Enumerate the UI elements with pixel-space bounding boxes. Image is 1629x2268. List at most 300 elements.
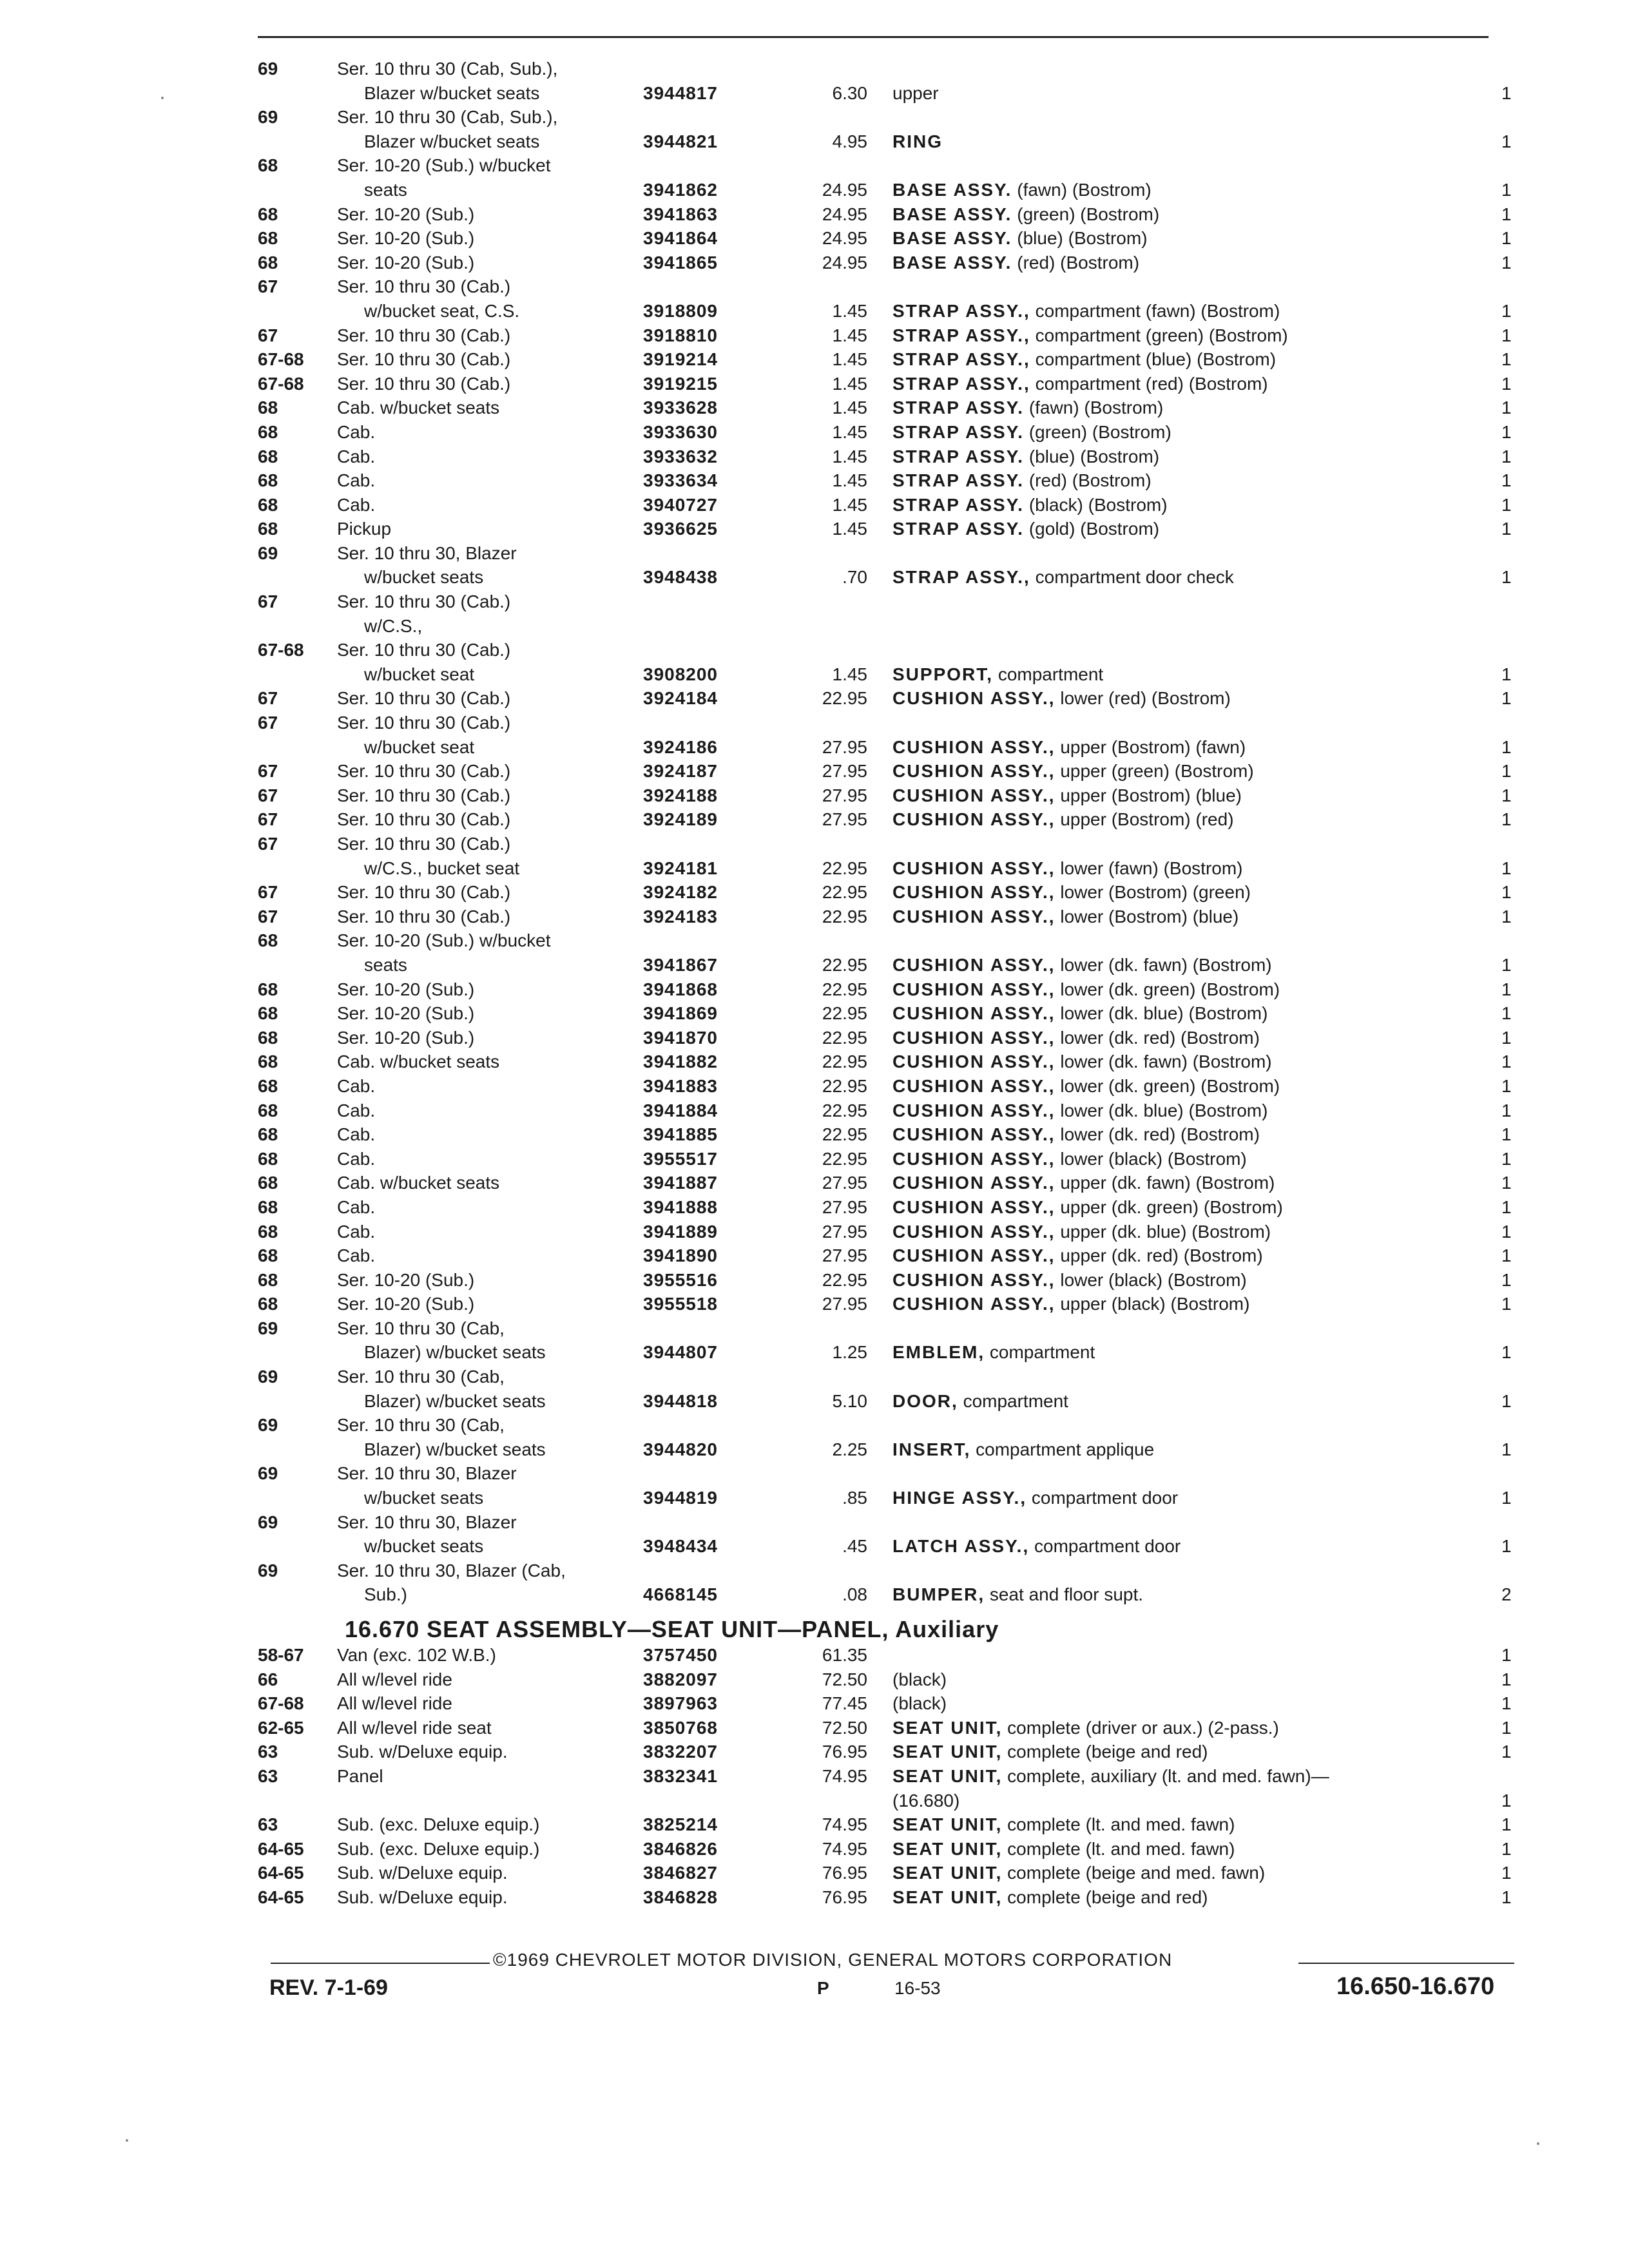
application-description: Cab.	[337, 446, 376, 466]
quantity: 1	[1501, 204, 1512, 224]
part-name-title: SEAT UNIT,	[892, 1887, 1003, 1907]
part-number: 3846826	[643, 1838, 718, 1859]
quantity: 1	[1501, 1536, 1512, 1557]
part-name-detail: upper (dk. green) (Bostrom)	[1060, 1196, 1283, 1217]
list-item	[0, 1510, 1629, 1535]
part-name-detail: compartment applique	[976, 1439, 1155, 1459]
list-item	[0, 445, 1629, 469]
quantity: 1	[1501, 1439, 1512, 1459]
part-name	[892, 1220, 1271, 1244]
part-name-title: CUSHION ASSY.,	[892, 688, 1055, 709]
part-name-title: CUSHION ASSY.,	[892, 1173, 1055, 1193]
footer-copyright-line	[271, 1950, 1514, 1975]
model-year: 67-68	[258, 349, 304, 370]
quantity: 1	[1501, 1245, 1512, 1266]
part-name-detail: lower (red) (Bostrom)	[1060, 688, 1231, 709]
list-item	[0, 541, 1629, 566]
part-number: 3825214	[643, 1814, 718, 1835]
top-rule	[258, 36, 1489, 38]
part-name-title: CUSHION ASSY.,	[892, 1221, 1055, 1242]
part-name	[892, 299, 1280, 323]
part-number: 3941868	[643, 979, 718, 999]
part-name-detail: lower (dk. fawn) (Bostrom)	[1060, 954, 1272, 975]
model-year: 67	[258, 882, 278, 903]
application-description: Sub. w/Deluxe equip.	[337, 1887, 508, 1907]
quantity: 1	[1501, 1863, 1512, 1883]
part-number: 3941865	[643, 252, 718, 273]
list-item	[0, 1643, 1629, 1667]
part-name-title: BASE ASSY.	[892, 252, 1012, 273]
price: 22.95	[822, 1052, 867, 1072]
part-name	[892, 686, 1231, 711]
quantity: 1	[1501, 785, 1512, 805]
list-item	[0, 905, 1629, 929]
application-description: Ser. 10-20 (Sub.)	[337, 979, 475, 999]
part-name-detail: lower (black) (Bostrom)	[1060, 1269, 1247, 1290]
part-name	[892, 81, 939, 106]
application-description: Sub.)	[364, 1584, 407, 1605]
price: 27.95	[822, 1245, 867, 1266]
application-description: Ser. 10 thru 30, Blazer (Cab,	[337, 1560, 566, 1581]
quantity: 1	[1501, 1173, 1512, 1193]
part-name-detail: lower (Bostrom) (blue)	[1060, 906, 1239, 927]
part-name-detail: complete (driver or aux.) (2-pass.)	[1007, 1717, 1279, 1738]
part-number: 3936625	[643, 519, 718, 539]
part-name-detail: (green) (Bostrom)	[1028, 421, 1171, 442]
part-name-title: BASE ASSY.	[892, 204, 1012, 224]
list-item	[0, 1389, 1629, 1414]
application-description: Ser. 10 thru 30 (Cab.)	[337, 809, 511, 830]
application-description: Cab. w/bucket seats	[337, 1173, 500, 1193]
model-year: 69	[258, 1512, 278, 1532]
part-name-detail: compartment door	[1034, 1536, 1181, 1557]
application-description: Blazer) w/bucket seats	[364, 1439, 546, 1459]
list-item	[0, 1461, 1629, 1486]
part-number: 3919214	[643, 349, 718, 370]
part-name-detail: (blue) (Bostrom)	[1017, 228, 1148, 249]
price: 76.95	[822, 1887, 867, 1907]
model-year: 69	[258, 543, 278, 563]
application-description: Van (exc. 102 W.B.)	[337, 1645, 496, 1665]
list-item	[0, 1667, 1629, 1692]
model-year: 67	[258, 906, 278, 927]
part-name-detail: upper (Bostrom) (fawn)	[1060, 736, 1246, 757]
price: 74.95	[822, 1765, 867, 1786]
list-item	[0, 711, 1629, 735]
price: 22.95	[822, 1124, 867, 1145]
part-name	[892, 953, 1272, 977]
quantity: 1	[1501, 1814, 1512, 1835]
application-description: Cab.	[337, 1196, 376, 1217]
quantity: 1	[1501, 1669, 1512, 1689]
part-name-title: SEAT UNIT,	[892, 1765, 1003, 1786]
part-name	[892, 1122, 1260, 1147]
part-name-title: INSERT,	[892, 1439, 971, 1459]
model-year: 68	[258, 519, 278, 539]
application-description: Ser. 10-20 (Sub.)	[337, 228, 475, 249]
model-year: 68	[258, 1245, 278, 1266]
part-name-detail: compartment	[963, 1390, 1068, 1411]
model-year: 68	[258, 1003, 278, 1024]
application-description: Sub. (exc. Deluxe equip.)	[337, 1838, 540, 1859]
application-description: Ser. 10 thru 30 (Cab, Sub.),	[337, 107, 558, 128]
application-description: Ser. 10 thru 30 (Cab.)	[337, 834, 511, 854]
list-item	[0, 153, 1629, 178]
part-name-detail: lower (dk. blue) (Bostrom)	[1060, 1100, 1268, 1120]
scan-speck	[161, 97, 164, 99]
model-year: 67	[258, 785, 278, 805]
application-description: Ser. 10 thru 30 (Cab.)	[337, 882, 511, 903]
quantity: 1	[1501, 664, 1512, 684]
quantity: 1	[1501, 446, 1512, 466]
application-description: Blazer w/bucket seats	[364, 82, 540, 103]
part-name	[892, 1837, 1235, 1861]
price: 24.95	[822, 204, 867, 224]
part-number: 3846827	[643, 1863, 718, 1883]
part-name-title: CUSHION ASSY.,	[892, 1245, 1055, 1266]
part-name	[892, 1171, 1275, 1195]
quantity: 1	[1501, 1269, 1512, 1290]
price: 27.95	[822, 1173, 867, 1193]
part-number: 3941862	[643, 179, 718, 200]
price: 22.95	[822, 954, 867, 975]
model-year: 68	[258, 1148, 278, 1169]
list-item	[0, 1582, 1629, 1607]
part-number: 3882097	[643, 1669, 718, 1689]
part-number: 3850768	[643, 1717, 718, 1738]
part-name	[892, 1691, 947, 1716]
part-name-title: SEAT UNIT,	[892, 1863, 1003, 1883]
model-year: 67-68	[258, 373, 304, 394]
quantity: 1	[1501, 300, 1512, 321]
footer-rule-left	[271, 1963, 490, 1964]
list-item	[0, 57, 1629, 81]
part-name-title: CUSHION ASSY.,	[892, 906, 1055, 927]
part-name-title: STRAP ASSY.	[892, 446, 1025, 466]
part-number: 3924183	[643, 906, 718, 927]
quantity: 1	[1501, 979, 1512, 999]
part-name	[892, 1861, 1265, 1885]
section-range: 16.650-16.670	[1336, 1973, 1495, 2000]
price: 76.95	[822, 1863, 867, 1883]
list-item	[0, 517, 1629, 541]
part-name	[892, 226, 1148, 251]
part-number: 3941889	[643, 1221, 718, 1242]
quantity: 1	[1501, 398, 1512, 418]
part-name-title: RING	[892, 131, 943, 151]
model-year: 64-65	[258, 1887, 304, 1907]
quantity: 1	[1501, 252, 1512, 273]
part-number: 3955517	[643, 1148, 718, 1169]
part-number: 3948438	[643, 567, 718, 588]
price: 74.95	[822, 1838, 867, 1859]
quantity: 1	[1501, 421, 1512, 442]
quantity: 1	[1501, 688, 1512, 709]
part-number: 3933630	[643, 421, 718, 442]
price: 5.10	[832, 1390, 867, 1411]
model-year: 58-67	[258, 1645, 304, 1665]
model-year: 69	[258, 1560, 278, 1581]
application-description: Cab. w/bucket seats	[337, 1052, 500, 1072]
part-number: 3924188	[643, 785, 718, 805]
part-number: 3944819	[643, 1488, 718, 1508]
model-year: 62-65	[258, 1717, 304, 1738]
quantity: 1	[1501, 131, 1512, 151]
application-description: Ser. 10 thru 30 (Cab.)	[337, 325, 511, 345]
quantity: 1	[1501, 1390, 1512, 1411]
application-description: Blazer) w/bucket seats	[364, 1342, 546, 1363]
list-item	[0, 1812, 1629, 1837]
application-description: w/bucket seats	[364, 1488, 484, 1508]
model-year: 67-68	[258, 1693, 304, 1714]
model-year: 69	[258, 107, 278, 128]
part-name-title: CUSHION ASSY.,	[892, 858, 1055, 878]
list-item	[0, 1559, 1629, 1583]
application-description: Ser. 10 thru 30 (Cab, Sub.),	[337, 59, 558, 79]
application-description: Sub. w/Deluxe equip.	[337, 1742, 508, 1762]
quantity: 1	[1501, 1027, 1512, 1048]
application-description: Ser. 10-20 (Sub.)	[337, 204, 475, 224]
part-number: 3757450	[643, 1645, 718, 1665]
price: 77.45	[822, 1693, 867, 1714]
part-name	[892, 1716, 1279, 1740]
part-name	[892, 735, 1246, 760]
part-name	[892, 1292, 1249, 1316]
price: 1.45	[832, 349, 867, 370]
model-year: 66	[258, 1669, 278, 1689]
part-name	[892, 1740, 1208, 1764]
page-letter: P	[817, 1978, 829, 1998]
part-name-detail: compartment (green) (Bostrom)	[1035, 325, 1288, 345]
list-item	[0, 1195, 1629, 1220]
application-description: Ser. 10 thru 30 (Cab.)	[337, 349, 511, 370]
part-name-title: CUSHION ASSY.,	[892, 1196, 1055, 1217]
model-year: 68	[258, 421, 278, 442]
quantity: 1	[1501, 228, 1512, 249]
quantity: 1	[1501, 954, 1512, 975]
quantity: 1	[1501, 1887, 1512, 1907]
part-name-detail: (fawn) (Bostrom)	[1028, 398, 1164, 418]
part-name-detail: lower (dk. red) (Bostrom)	[1060, 1027, 1260, 1048]
list-item	[0, 1050, 1629, 1074]
model-year: 68	[258, 494, 278, 515]
part-name-detail: upper (dk. fawn) (Bostrom)	[1060, 1173, 1275, 1193]
part-name	[892, 1001, 1268, 1026]
part-name-title: STRAP ASSY.,	[892, 325, 1030, 345]
part-name-detail: upper (dk. red) (Bostrom)	[1060, 1245, 1263, 1266]
part-name-detail: (green) (Bostrom)	[1017, 204, 1160, 224]
model-year: 63	[258, 1814, 278, 1835]
part-name-title: SEAT UNIT,	[892, 1838, 1003, 1859]
quantity: 1	[1501, 1838, 1512, 1859]
application-description: w/C.S., bucket seat	[364, 858, 520, 878]
price: 22.95	[822, 906, 867, 927]
part-number: 3944820	[643, 1439, 718, 1459]
part-name-detail: compartment	[989, 1342, 1095, 1363]
list-item	[0, 1534, 1629, 1559]
price: 27.95	[822, 785, 867, 805]
application-description: seats	[364, 179, 407, 200]
model-year: 67	[258, 713, 278, 733]
model-year: 68	[258, 1269, 278, 1290]
application-description: Ser. 10-20 (Sub.) w/bucket	[337, 155, 551, 176]
part-name-detail: upper (black) (Bostrom)	[1060, 1294, 1250, 1314]
part-number: 3941890	[643, 1245, 718, 1266]
list-item	[0, 1316, 1629, 1341]
price: 4.95	[832, 131, 867, 151]
list-item	[0, 420, 1629, 445]
list-item	[0, 759, 1629, 783]
part-number: 3941887	[643, 1173, 718, 1193]
model-year: 67-68	[258, 640, 304, 660]
part-name-detail: (fawn) (Bostrom)	[1017, 179, 1152, 200]
part-name-detail: complete (beige and med. fawn)	[1007, 1863, 1266, 1883]
list-item	[0, 1413, 1629, 1437]
list-item	[0, 1171, 1629, 1195]
part-name-title: STRAP ASSY.,	[892, 349, 1030, 370]
part-name	[892, 1389, 1068, 1414]
model-year: 68	[258, 470, 278, 491]
part-number: 3908200	[643, 664, 718, 684]
quantity: 1	[1501, 494, 1512, 515]
price: .85	[842, 1488, 867, 1508]
list-item	[0, 1437, 1629, 1462]
part-number: 3941863	[643, 204, 718, 224]
application-description: Ser. 10 thru 30 (Cab.)	[337, 906, 511, 927]
quantity: 1	[1501, 809, 1512, 830]
part-number: 3941870	[643, 1027, 718, 1048]
model-year: 64-65	[258, 1863, 304, 1883]
application-description: Cab. w/bucket seats	[337, 398, 500, 418]
list-item	[0, 1716, 1629, 1740]
model-year: 67	[258, 688, 278, 709]
model-year: 68	[258, 1173, 278, 1193]
list-item	[0, 226, 1629, 251]
model-year: 69	[258, 1318, 278, 1338]
part-name-detail: (red) (Bostrom)	[1028, 470, 1152, 491]
part-name	[892, 880, 1251, 905]
page-number: 16-53	[894, 1978, 941, 1998]
revision-date: REV. 7-1-69	[269, 1975, 388, 2000]
quantity: 1	[1501, 519, 1512, 539]
part-name-title: CUSHION ASSY.,	[892, 761, 1055, 782]
price: 22.95	[822, 1100, 867, 1120]
part-name	[892, 977, 1280, 1002]
part-number: 3897963	[643, 1693, 718, 1714]
part-number: 3944821	[643, 131, 718, 151]
quantity: 1	[1501, 1003, 1512, 1024]
model-year: 67	[258, 591, 278, 612]
part-name-detail: lower (Bostrom) (green)	[1060, 882, 1251, 903]
quantity: 1	[1501, 906, 1512, 927]
price: .70	[842, 567, 867, 588]
list-item	[0, 130, 1629, 154]
part-name-detail: (red) (Bostrom)	[1017, 252, 1140, 273]
part-name-detail: upper (Bostrom) (red)	[1060, 809, 1234, 830]
application-description: w/bucket seat, C.S.	[364, 300, 520, 321]
part-name-detail: (black)	[892, 1669, 947, 1689]
quantity: 1	[1501, 1693, 1512, 1714]
quantity: 1	[1501, 567, 1512, 588]
part-name-title: SEAT UNIT,	[892, 1742, 1003, 1762]
list-item	[0, 1861, 1629, 1885]
list-item	[0, 396, 1629, 420]
part-name-title: CUSHION ASSY.,	[892, 809, 1055, 830]
application-description: Cab.	[337, 1221, 376, 1242]
application-description: Cab.	[337, 1100, 376, 1120]
part-name	[892, 759, 1254, 783]
application-description: Cab.	[337, 1124, 376, 1145]
list-item	[0, 323, 1629, 348]
list-item	[0, 1026, 1629, 1050]
application-description: Ser. 10 thru 30 (Cab,	[337, 1367, 505, 1387]
part-name	[892, 1764, 1329, 1789]
quantity: 1	[1501, 1100, 1512, 1120]
part-number: 3941885	[643, 1124, 718, 1145]
part-name	[892, 445, 1159, 469]
application-description: Cab.	[337, 494, 376, 515]
part-name	[892, 130, 943, 154]
part-name-title: CUSHION ASSY.,	[892, 736, 1055, 757]
application-description: Sub. (exc. Deluxe equip.)	[337, 1814, 540, 1835]
list-item	[0, 614, 1629, 639]
quantity: 1	[1501, 1717, 1512, 1738]
quantity: 1	[1501, 1075, 1512, 1096]
part-name-title: STRAP ASSY.,	[892, 567, 1030, 588]
part-number: 3941864	[643, 228, 718, 249]
application-description: Ser. 10-20 (Sub.)	[337, 1027, 475, 1048]
list-item	[0, 1691, 1629, 1716]
part-number: 3918809	[643, 300, 718, 321]
list-item	[0, 686, 1629, 711]
part-name-title: STRAP ASSY.	[892, 494, 1025, 515]
list-item	[0, 1365, 1629, 1389]
part-name-title: STRAP ASSY.	[892, 519, 1025, 539]
part-number: 3941882	[643, 1052, 718, 1072]
model-year: 67	[258, 761, 278, 782]
price: 22.95	[822, 1075, 867, 1096]
model-year: 68	[258, 979, 278, 999]
application-description: Panel	[337, 1765, 383, 1786]
quantity: 1	[1501, 1294, 1512, 1314]
model-year: 63	[258, 1742, 278, 1762]
price: 1.45	[832, 494, 867, 515]
part-name-detail: complete (lt. and med. fawn)	[1007, 1838, 1235, 1859]
application-description: Ser. 10 thru 30 (Cab.)	[337, 761, 511, 782]
part-name	[892, 856, 1243, 881]
list-item	[0, 1001, 1629, 1026]
price: 1.45	[832, 373, 867, 394]
part-name-title: CUSHION ASSY.,	[892, 1294, 1055, 1314]
application-description: Ser. 10 thru 30 (Cab.)	[337, 688, 511, 709]
part-number: 3832207	[643, 1742, 718, 1762]
quantity: 1	[1501, 1196, 1512, 1217]
part-name	[892, 347, 1276, 372]
price: 27.95	[822, 736, 867, 757]
model-year: 68	[258, 1075, 278, 1096]
part-name-title: CUSHION ASSY.,	[892, 1100, 1055, 1120]
part-name	[892, 178, 1152, 202]
part-name	[892, 420, 1171, 445]
application-description: Ser. 10 thru 30 (Cab.)	[337, 591, 511, 612]
model-year: 64-65	[258, 1838, 304, 1859]
part-name	[892, 517, 1159, 541]
price: 22.95	[822, 882, 867, 903]
part-name	[892, 1099, 1268, 1123]
part-number: 3924189	[643, 809, 718, 830]
application-description: All w/level ride seat	[337, 1717, 492, 1738]
model-year: 67	[258, 809, 278, 830]
